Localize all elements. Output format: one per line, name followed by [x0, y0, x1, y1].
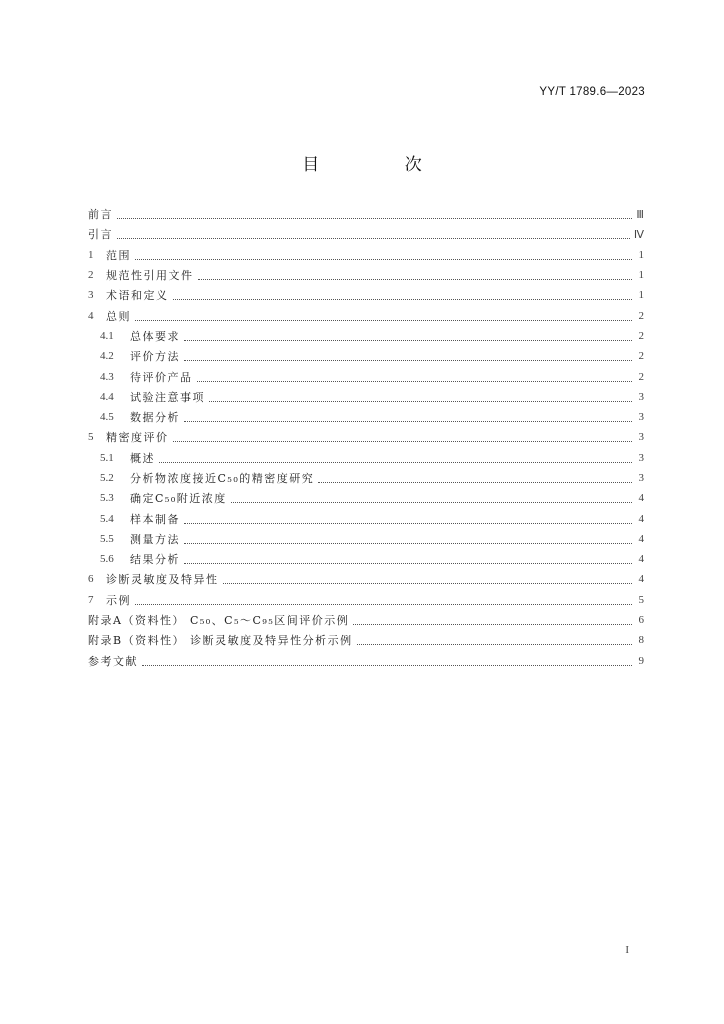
- dot-leader: [184, 349, 632, 361]
- dot-leader: [135, 593, 632, 605]
- toc-entry-title: 结果分析: [130, 553, 180, 567]
- toc-entry-page: 5: [638, 593, 644, 606]
- toc-entry-page: 4: [638, 512, 644, 525]
- toc-entry-number: 4.4: [100, 390, 114, 403]
- toc-entry-title: 评价方法: [130, 350, 180, 364]
- dot-leader: [231, 491, 632, 503]
- toc-entry-title: 总体要求: [130, 329, 180, 343]
- toc-entry-title: 诊断灵敏度及特异性: [106, 573, 219, 587]
- toc-entry-page: 2: [638, 329, 644, 342]
- toc-entry[interactable]: [88, 427, 644, 447]
- toc-entry-page: 9: [638, 654, 644, 667]
- dot-leader: [223, 572, 633, 584]
- dot-leader: [209, 390, 632, 402]
- toc-entry-title: 术语和定义: [106, 289, 169, 303]
- toc-entry-page: 2: [638, 309, 644, 322]
- dot-leader: [184, 410, 632, 422]
- toc-entry[interactable]: [88, 508, 644, 528]
- toc-entry[interactable]: [88, 285, 644, 305]
- dot-leader: [357, 633, 632, 645]
- toc-entry[interactable]: [88, 346, 644, 366]
- dot-leader: [173, 288, 633, 300]
- toc-entry-title: 分析物浓度接近C₅₀的精密度研究: [130, 472, 315, 485]
- dot-leader: [184, 329, 632, 341]
- toc-entry[interactable]: [88, 407, 644, 427]
- toc-entry-page: 6: [638, 614, 644, 627]
- table-of-contents: [88, 204, 644, 671]
- toc-entry-title: 样本制备: [130, 512, 180, 526]
- dot-leader: [173, 430, 633, 442]
- toc-entry-number: 5.6: [100, 553, 114, 566]
- toc-entry-title: 总则: [106, 309, 131, 323]
- toc-entry-title: 测量方法: [130, 532, 180, 546]
- toc-entry-number: 5.1: [100, 451, 114, 464]
- toc-entry-title: 数据分析: [130, 411, 180, 425]
- toc-entry[interactable]: [88, 529, 644, 549]
- dot-leader: [159, 451, 632, 463]
- toc-entry-number: 4: [88, 309, 94, 322]
- toc-entry[interactable]: [88, 326, 644, 346]
- toc-entry-page: 1: [638, 269, 644, 282]
- toc-entry[interactable]: [88, 468, 644, 488]
- toc-entry[interactable]: [88, 224, 644, 244]
- toc-entry-title: 示例: [106, 593, 131, 607]
- toc-entry[interactable]: [88, 265, 644, 285]
- page-number: I: [625, 944, 629, 956]
- toc-entry-page: Ⅲ: [636, 208, 644, 221]
- toc-entry[interactable]: [88, 448, 644, 468]
- toc-entry-title: 前言: [88, 208, 113, 222]
- toc-entry-page: 2: [638, 370, 644, 383]
- toc-entry-page: 3: [638, 390, 644, 403]
- toc-entry-number: 6: [88, 573, 94, 586]
- dot-leader: [142, 654, 632, 666]
- dot-leader: [135, 309, 632, 321]
- toc-entry-number: 5.3: [100, 492, 114, 505]
- toc-entry-title: 试验注意事项: [130, 390, 205, 404]
- toc-entry[interactable]: [88, 549, 644, 569]
- toc-entry-title: 精密度评价: [106, 431, 169, 445]
- toc-entry-title: 规范性引用文件: [106, 269, 194, 283]
- toc-entry-number: 5.5: [100, 532, 114, 545]
- toc-entry-page: 4: [638, 532, 644, 545]
- toc-entry-title: 确定C₅₀附近浓度: [130, 492, 227, 506]
- toc-entry[interactable]: [88, 569, 644, 589]
- toc-entry[interactable]: [88, 366, 644, 386]
- toc-entry-title: 附录B（资料性） 诊断灵敏度及特异性分析示例: [88, 634, 353, 648]
- dot-leader: [197, 370, 633, 382]
- toc-entry-number: 5.4: [100, 512, 114, 525]
- toc-entry-title: 概述: [130, 451, 155, 465]
- dot-leader: [117, 227, 630, 239]
- toc-entry-number: 7: [88, 593, 94, 606]
- dot-leader: [198, 268, 633, 280]
- dot-leader: [353, 613, 632, 625]
- toc-entry[interactable]: [88, 488, 644, 508]
- toc-entry-number: 4.3: [100, 370, 114, 383]
- toc-entry-title: 范围: [106, 248, 131, 262]
- toc-entry-number: 4.5: [100, 411, 114, 424]
- toc-entry-number: 2: [88, 269, 94, 282]
- toc-entry-page: 2: [638, 350, 644, 363]
- toc-entry-title: 参考文献: [88, 654, 138, 668]
- toc-entry-page: 3: [638, 411, 644, 424]
- toc-entry-number: 4.2: [100, 350, 114, 363]
- toc-entry-page: 3: [638, 472, 644, 484]
- dot-leader: [184, 552, 632, 564]
- toc-entry-page: 4: [638, 492, 644, 505]
- dot-leader: [184, 532, 632, 544]
- toc-entry-title: 引言: [88, 228, 113, 242]
- toc-entry-number: 5.2: [100, 472, 114, 484]
- toc-entry-number: 5: [88, 431, 94, 444]
- toc-entry[interactable]: [88, 651, 644, 671]
- toc-entry-title: 待评价产品: [130, 370, 193, 384]
- toc-entry-page: 3: [638, 451, 644, 464]
- toc-entry[interactable]: [88, 387, 644, 407]
- document-code: YY/T 1789.6—2023: [539, 86, 645, 98]
- toc-entry[interactable]: [88, 610, 644, 630]
- page-title: 目 次: [302, 155, 462, 175]
- toc-entry[interactable]: [88, 204, 644, 224]
- toc-entry[interactable]: [88, 305, 644, 325]
- toc-entry-number: 4.1: [100, 329, 114, 342]
- toc-entry[interactable]: [88, 245, 644, 265]
- toc-entry-page: 3: [638, 431, 644, 444]
- toc-entry-page: Ⅳ: [633, 228, 644, 241]
- toc-entry-page: 4: [638, 573, 644, 586]
- toc-entry-title: 附录A（资料性） C₅₀、C₅～C₉₅区间评价示例: [88, 614, 350, 628]
- toc-entry-page: 1: [638, 248, 644, 261]
- toc-entry[interactable]: [88, 630, 644, 650]
- toc-entry-number: 1: [88, 248, 94, 261]
- dot-leader: [184, 512, 632, 524]
- dot-leader: [135, 248, 632, 260]
- toc-entry-page: 8: [638, 634, 644, 647]
- toc-entry-page: 1: [638, 289, 644, 302]
- toc-entry[interactable]: [88, 590, 644, 610]
- toc-entry-page: 4: [638, 553, 644, 566]
- dot-leader: [117, 207, 632, 219]
- toc-entry-number: 3: [88, 289, 94, 302]
- dot-leader: [318, 471, 632, 483]
